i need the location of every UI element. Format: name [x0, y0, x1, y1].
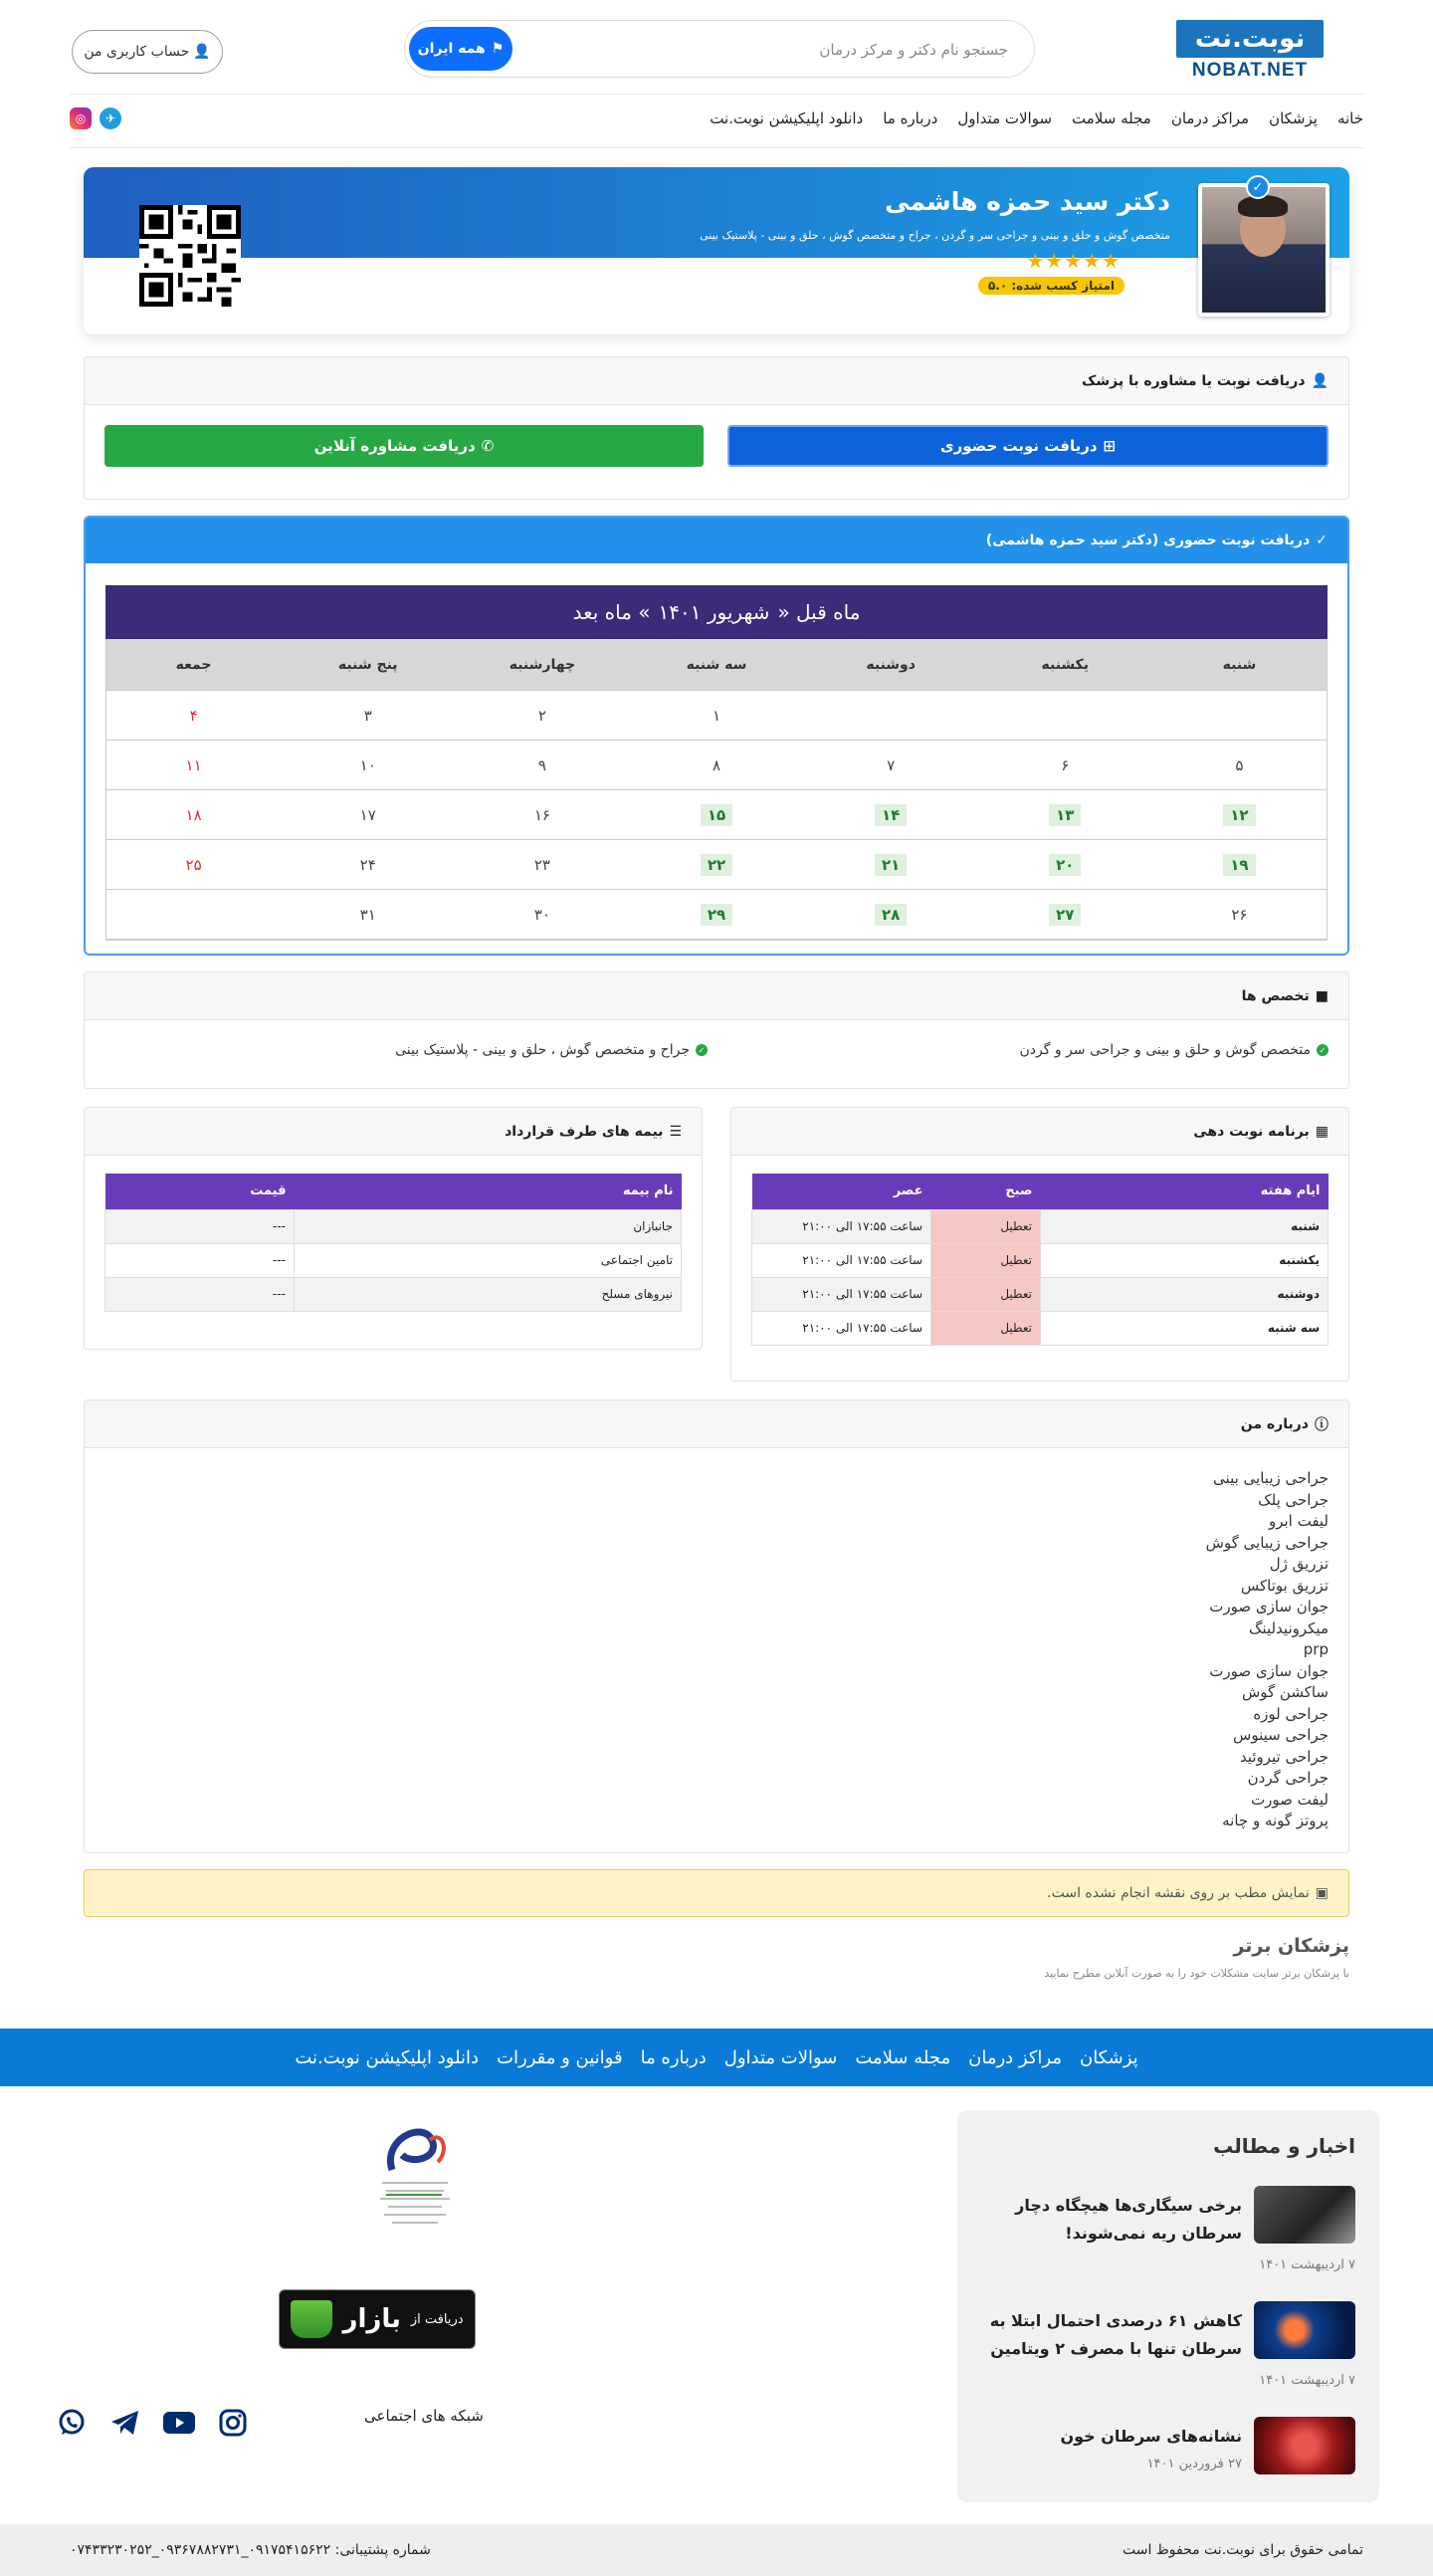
- footer-nav-doctors[interactable]: پزشکان: [1079, 2046, 1138, 2068]
- col-day: ایام هفته: [1041, 1174, 1329, 1209]
- calendar-day: [281, 840, 455, 889]
- calendar-weekday-row: [106, 639, 1327, 691]
- calendar-day-available[interactable]: [629, 840, 803, 889]
- calendar-day-available[interactable]: [804, 790, 978, 839]
- specialties-card: [84, 971, 1349, 1089]
- day-number: ۴: [189, 706, 198, 725]
- day-number: ۲۳: [533, 855, 550, 874]
- calendar-day: [281, 790, 455, 839]
- day-number: ۲۶: [1231, 905, 1248, 924]
- calendar-day-available[interactable]: [804, 890, 978, 939]
- news-headline[interactable]: کاهش ۶۱ درصدی احتمال ابتلا به سرطان تنها با مصرف ۲ ویتامین: [989, 2311, 1242, 2358]
- news-title: اخبار و مطالب: [1213, 2134, 1355, 2158]
- calendar-day: [106, 741, 281, 789]
- insurance-name: جانبازان: [295, 1209, 682, 1243]
- top-doctors-subtitle: با پزشکان برتر سایت مشکلات خود را به صورت آنلاین مطرح نمایید: [1044, 1967, 1349, 1980]
- social-top: [70, 107, 121, 129]
- instagram-icon[interactable]: [217, 2407, 249, 2439]
- account-button[interactable]: [72, 30, 223, 74]
- schedule-morning: تعطیل: [931, 1209, 1041, 1243]
- calendar-day: [455, 790, 629, 839]
- footer-nav-about[interactable]: درباره ما: [640, 2046, 707, 2068]
- day-number[interactable]: ۲۸: [875, 904, 907, 926]
- schedule-evening: ساعت ۱۷:۵۵ الی ۲۱:۰۰: [752, 1277, 931, 1311]
- telegram-icon[interactable]: [109, 2407, 141, 2439]
- calendar-day: [455, 741, 629, 789]
- about-item: جراحی تیروئید: [1239, 1747, 1329, 1766]
- insurance-row: [105, 1209, 682, 1243]
- specialty-item: [1019, 1042, 1329, 1058]
- weekday-label: یکشنبه: [1041, 656, 1090, 673]
- insurance-card: [84, 1107, 703, 1350]
- about-item: جراحی گردن: [1247, 1769, 1329, 1787]
- nav-home[interactable]: خانه: [1336, 109, 1363, 127]
- main-nav: [70, 100, 1363, 145]
- calendar-empty-cell: [978, 691, 1152, 740]
- user-md-icon: 👤: [1311, 372, 1329, 389]
- social-bottom: [56, 2407, 249, 2439]
- about-item: پروتز گونه و چانه: [1222, 1812, 1329, 1829]
- bazaar-pre: دریافت از: [410, 2311, 464, 2327]
- news-item[interactable]: [981, 2417, 1355, 2486]
- calendar-day: [106, 790, 281, 839]
- day-number[interactable]: ۱۹: [1223, 854, 1255, 876]
- col-price: قیمت: [105, 1174, 295, 1209]
- site-logo[interactable]: [1176, 20, 1324, 82]
- about-item: تزریق بوتاکس: [1240, 1576, 1329, 1595]
- calendar-empty-cell: [106, 890, 281, 939]
- calendar-day: [1152, 741, 1327, 789]
- specialty-text: جراح و متخصص گوش ، حلق و بینی - پلاستیک بینی: [395, 1042, 690, 1058]
- list-icon: ☰: [669, 1123, 682, 1140]
- top-doctors-title: پزشکان برتر: [1233, 1935, 1349, 1957]
- schedule-row: [752, 1209, 1329, 1243]
- col-morning: صبح: [931, 1174, 1041, 1209]
- day-number[interactable]: ۲۰: [1049, 854, 1081, 876]
- about-item: جراحی لوزه: [1253, 1704, 1329, 1723]
- insurance-title: بیمه های طرف قرارداد: [505, 1123, 664, 1140]
- search-box: [404, 20, 1035, 78]
- day-number[interactable]: ۲۷: [1049, 904, 1081, 926]
- day-number[interactable]: ۱۳: [1049, 804, 1081, 826]
- copyright-text: تمامی حقوق برای نوبت.نت محفوظ است: [1122, 2542, 1363, 2558]
- flag-icon: ⚑: [491, 41, 505, 57]
- nav-divider: [70, 147, 1363, 148]
- cube-icon: ■: [1315, 987, 1329, 1004]
- about-item: جراحی پلک: [1258, 1490, 1329, 1509]
- check-circle-icon: ✓: [1317, 1044, 1329, 1056]
- calendar-day-available[interactable]: [804, 840, 978, 889]
- search-input[interactable]: [590, 35, 1008, 65]
- check-circle-icon: ✓: [696, 1044, 708, 1056]
- user-icon: 👤: [193, 44, 211, 60]
- phone-icon: ✆: [481, 437, 495, 455]
- calendar-week-row: [106, 890, 1327, 940]
- calendar-day: [455, 691, 629, 740]
- insurance-name: نیروهای مسلح: [295, 1277, 682, 1311]
- day-number: ۷: [887, 755, 896, 774]
- about-item: جراحی سینوس: [1233, 1726, 1329, 1744]
- bazaar-download-button[interactable]: [279, 2289, 476, 2349]
- about-item: prp: [1303, 1640, 1329, 1658]
- online-consult-button[interactable]: [104, 425, 704, 467]
- footer-nav-centers[interactable]: مراکز درمان: [968, 2046, 1062, 2068]
- calendar-day: [281, 691, 455, 740]
- news-image: [1254, 2301, 1355, 2359]
- news-date: ۲۷ فروردین ۱۴۰۱: [1146, 2457, 1242, 2471]
- hospital-icon: ⊞: [1103, 437, 1117, 455]
- nav-centers[interactable]: مراکز درمان: [1170, 109, 1250, 127]
- schedule-day: دوشنبه: [1041, 1277, 1329, 1311]
- calendar-day-available[interactable]: [978, 890, 1152, 939]
- day-number: ۳۰: [533, 905, 550, 924]
- weekday-label: چهارشنبه: [509, 656, 576, 673]
- footer-nav-magazine[interactable]: مجله سلامت: [855, 2046, 951, 2068]
- region-label: همه ایران: [417, 41, 486, 57]
- news-headline[interactable]: برخی سیگاری‌ها هیچگاه دچار سرطان ریه نمی‌شوند!: [1015, 2196, 1242, 2243]
- news-image: [1254, 2186, 1355, 2244]
- calendar-grid: [105, 639, 1328, 941]
- about-item: لیفت صورت: [1250, 1790, 1329, 1809]
- schedule-row: [752, 1311, 1329, 1345]
- calendar-week-row: [106, 790, 1327, 840]
- schedule-table: [751, 1174, 1329, 1346]
- about-item: جوان سازی صورت: [1209, 1598, 1329, 1615]
- about-item: لیفت ابرو: [1268, 1512, 1329, 1530]
- day-number: ۶: [1061, 755, 1070, 774]
- day-number: ۱۰: [359, 755, 376, 774]
- insurance-row: [105, 1277, 682, 1311]
- nav-doctors[interactable]: پزشکان: [1269, 109, 1318, 127]
- instagram-icon[interactable]: ◎: [70, 107, 92, 129]
- news-box: [957, 2110, 1379, 2502]
- news-headline[interactable]: نشانه‌های سرطان خون: [1060, 2427, 1242, 2446]
- schedule-morning: تعطیل: [931, 1243, 1041, 1277]
- rating-stars: ★★★★★: [1026, 249, 1121, 273]
- about-item: تزریق ژل: [1269, 1555, 1329, 1573]
- nav-app[interactable]: دانلود اپلیکیشن نوبت.نت: [710, 109, 864, 127]
- insurance-name: تامین اجتماعی: [295, 1243, 682, 1277]
- calendar-day: [281, 890, 455, 939]
- specialties-title: تخصص ها: [1241, 987, 1310, 1004]
- news-image: [1254, 2417, 1355, 2474]
- calendar-day-available[interactable]: [978, 840, 1152, 889]
- insurance-price: ---: [105, 1277, 295, 1311]
- support-phone: شماره پشتیبانی: ۰۹۱۷۵۴۱۵۶۲۲_۰۹۳۶۷۸۸۲۷۳۱_۰۷۴۳۳۲۳۰۲۵۲: [70, 2542, 431, 2558]
- day-number: ۳۱: [359, 905, 376, 924]
- about-item: جراحی زیبایی بینی: [1213, 1469, 1329, 1487]
- calendar-header: [86, 518, 1347, 563]
- weekday-label: دوشنبه: [866, 656, 916, 673]
- prev-month-link[interactable]: ماه قبل «: [777, 600, 861, 624]
- calendar-day-available[interactable]: [1152, 840, 1327, 889]
- about-card: [84, 1399, 1349, 1853]
- calendar-day: [106, 691, 281, 740]
- calendar-day: [629, 741, 803, 789]
- day-number[interactable]: ۱۴: [875, 804, 907, 826]
- schedule-day: سه شنبه: [1041, 1311, 1329, 1345]
- calendar-icon: ▦: [1315, 1123, 1329, 1140]
- about-title: درباره من: [1240, 1415, 1309, 1432]
- news-item[interactable]: [981, 2301, 1355, 2401]
- whatsapp-icon[interactable]: [56, 2407, 88, 2439]
- current-month: شهریور ۱۴۰۱: [658, 600, 770, 624]
- calendar-day: [629, 691, 803, 740]
- calendar-day-available[interactable]: [629, 890, 803, 939]
- col-insurance-name: نام بیمه: [295, 1174, 682, 1209]
- schedule-card: [730, 1107, 1349, 1382]
- about-item: ساکشن گوش: [1241, 1683, 1329, 1701]
- footer-nav: [0, 2029, 1433, 2086]
- calendar-header-title: دریافت نوبت حضوری (دکتر سید حمزه هاشمی): [985, 533, 1311, 548]
- day-number: ۳: [363, 706, 372, 725]
- logo-fa: نوبت.نت: [1176, 20, 1324, 58]
- insurance-price: ---: [105, 1243, 295, 1277]
- about-header: [85, 1400, 1348, 1448]
- day-number: ۱۱: [185, 755, 202, 774]
- doctor-specialty: متخصص گوش و حلق و بینی و جراحی سر و گردن ، جراح و متخصص گوش ، حلق و بینی - پلاستیک بینی: [700, 229, 1170, 242]
- calendar-day-available[interactable]: [1152, 790, 1327, 839]
- calendar-day: [1152, 890, 1327, 939]
- doctor-name: دکتر سید حمزه هاشمی: [885, 187, 1170, 216]
- calendar-month-bar: [105, 585, 1328, 639]
- day-number[interactable]: ۲۹: [701, 904, 732, 926]
- schedule-evening: ساعت ۱۷:۵۵ الی ۲۱:۰۰: [752, 1243, 931, 1277]
- day-number: ۲۵: [185, 855, 202, 874]
- day-number[interactable]: ۲۲: [701, 854, 732, 876]
- weekday-label: سه شنبه: [686, 656, 747, 673]
- footer-nav-rules[interactable]: قوانین و مقررات: [497, 2046, 623, 2068]
- day-number: ۲۴: [359, 855, 376, 874]
- footer-nav-faq[interactable]: سوالات متداول: [723, 2046, 838, 2068]
- enamad-trust-seal[interactable]: [372, 2110, 458, 2240]
- youtube-icon[interactable]: [163, 2407, 195, 2439]
- calendar-week-row: [106, 691, 1327, 741]
- doctor-avatar: [1198, 183, 1330, 317]
- schedule-header: [731, 1108, 1348, 1156]
- calendar-week-row: [106, 741, 1327, 790]
- calendar-day-available[interactable]: [629, 790, 803, 839]
- day-number: ۸: [712, 755, 721, 774]
- verified-icon: ✓: [1246, 175, 1270, 199]
- schedule-morning: تعطیل: [931, 1277, 1041, 1311]
- score-badge: امتیاز کسب شده: ۵.۰: [978, 277, 1125, 295]
- map-icon: ▣: [1315, 1885, 1329, 1901]
- calendar-day: [455, 890, 629, 939]
- day-number: ۱۸: [185, 805, 202, 824]
- weekday-label: پنج شنبه: [337, 656, 398, 673]
- nav-about[interactable]: درباره ما: [883, 109, 938, 127]
- nav-faq[interactable]: سوالات متداول: [957, 109, 1053, 127]
- weekday-label: شنبه: [1222, 656, 1257, 673]
- bazaar-bag-icon: [291, 2300, 332, 2338]
- calendar-day: [281, 741, 455, 789]
- calendar-day: [804, 741, 978, 789]
- day-number: ۹: [537, 755, 546, 774]
- schedule-morning: تعطیل: [931, 1311, 1041, 1345]
- schedule-evening: ساعت ۱۷:۵۵ الی ۲۱:۰۰: [752, 1209, 931, 1243]
- map-alert-text: نمایش مطب بر روی نقشه انجام نشده است.: [1047, 1885, 1310, 1901]
- insurance-row: [105, 1243, 682, 1277]
- schedule-day: شنبه: [1041, 1209, 1329, 1243]
- day-number: ۱۶: [533, 805, 550, 824]
- news-date: ۷ اردیبهشت ۱۴۰۱: [1259, 2373, 1355, 2388]
- info-icon: ⓘ: [1315, 1416, 1329, 1433]
- schedule-title: برنامه نوبت دهی: [1193, 1123, 1310, 1140]
- calendar-empty-cell: [1152, 691, 1327, 740]
- header-divider: [70, 94, 1363, 95]
- day-number[interactable]: ۱۵: [701, 804, 732, 826]
- footer-nav-app[interactable]: دانلود اپلیکیشن نوبت.نت: [295, 2046, 480, 2068]
- doctor-profile-card: [84, 167, 1349, 334]
- telegram-icon[interactable]: ✈: [100, 107, 121, 129]
- calendar-week-row: [106, 840, 1327, 890]
- appointment-header: [85, 357, 1348, 405]
- next-month-link[interactable]: » ماه بعد: [572, 600, 651, 624]
- map-alert: [84, 1869, 1349, 1917]
- news-date: ۷ اردیبهشت ۱۴۰۱: [1259, 2257, 1355, 2272]
- region-button[interactable]: [409, 27, 512, 71]
- col-evening: عصر: [752, 1174, 931, 1209]
- schedule-row: [752, 1277, 1329, 1311]
- nav-magazine[interactable]: مجله سلامت: [1072, 109, 1151, 127]
- schedule-row: [752, 1243, 1329, 1277]
- day-number: ۱: [712, 706, 721, 725]
- insurance-price: ---: [105, 1209, 295, 1243]
- account-label: حساب کاربری من: [84, 44, 190, 60]
- online-consult-label: دریافت مشاوره آنلاین: [313, 437, 476, 455]
- appointment-title: دریافت نوبت یا مشاوره با پزشک: [1082, 372, 1306, 389]
- schedule-evening: ساعت ۱۷:۵۵ الی ۲۱:۰۰: [752, 1311, 931, 1345]
- about-item: جراحی زیبایی گوش: [1205, 1533, 1329, 1552]
- calendar-day: [106, 840, 281, 889]
- specialty-text: متخصص گوش و حلق و بینی و جراحی سر و گردن: [1019, 1042, 1311, 1058]
- bazaar-logo-text: بازار: [342, 2304, 401, 2334]
- specialties-header: [85, 972, 1348, 1020]
- in-person-button[interactable]: [727, 425, 1329, 467]
- schedule-day: یکشنبه: [1041, 1243, 1329, 1277]
- site-header: [70, 0, 1363, 96]
- day-number[interactable]: ۱۲: [1223, 804, 1255, 826]
- day-number[interactable]: ۲۱: [875, 854, 907, 876]
- day-number: ۲: [537, 706, 546, 725]
- about-item: جوان سازی صورت: [1209, 1661, 1329, 1680]
- bottom-bar: [0, 2524, 1433, 2576]
- news-item[interactable]: [981, 2186, 1355, 2285]
- calendar-day-available[interactable]: [978, 790, 1152, 839]
- insurance-table: [104, 1174, 682, 1312]
- about-item: میکرونیدلینگ: [1249, 1618, 1329, 1637]
- calendar-day: [455, 840, 629, 889]
- day-number: ۵: [1235, 755, 1244, 774]
- insurance-header: [85, 1108, 702, 1156]
- about-list: [1206, 1468, 1329, 1832]
- logo-en: NOBAT.NET: [1191, 60, 1309, 81]
- check-icon: ✓: [1316, 533, 1328, 548]
- weekday-label: جمعه: [175, 656, 212, 673]
- specialty-item: [395, 1042, 708, 1058]
- calendar-card: [84, 516, 1349, 956]
- appointment-card: [84, 356, 1349, 500]
- social-label: شبکه های اجتماعی: [364, 2407, 484, 2425]
- day-number: ۱۷: [359, 805, 376, 824]
- in-person-label: دریافت نوبت حضوری: [939, 437, 1098, 455]
- calendar-day: [978, 741, 1152, 789]
- calendar-empty-cell: [804, 691, 978, 740]
- qr-code: [139, 205, 241, 307]
